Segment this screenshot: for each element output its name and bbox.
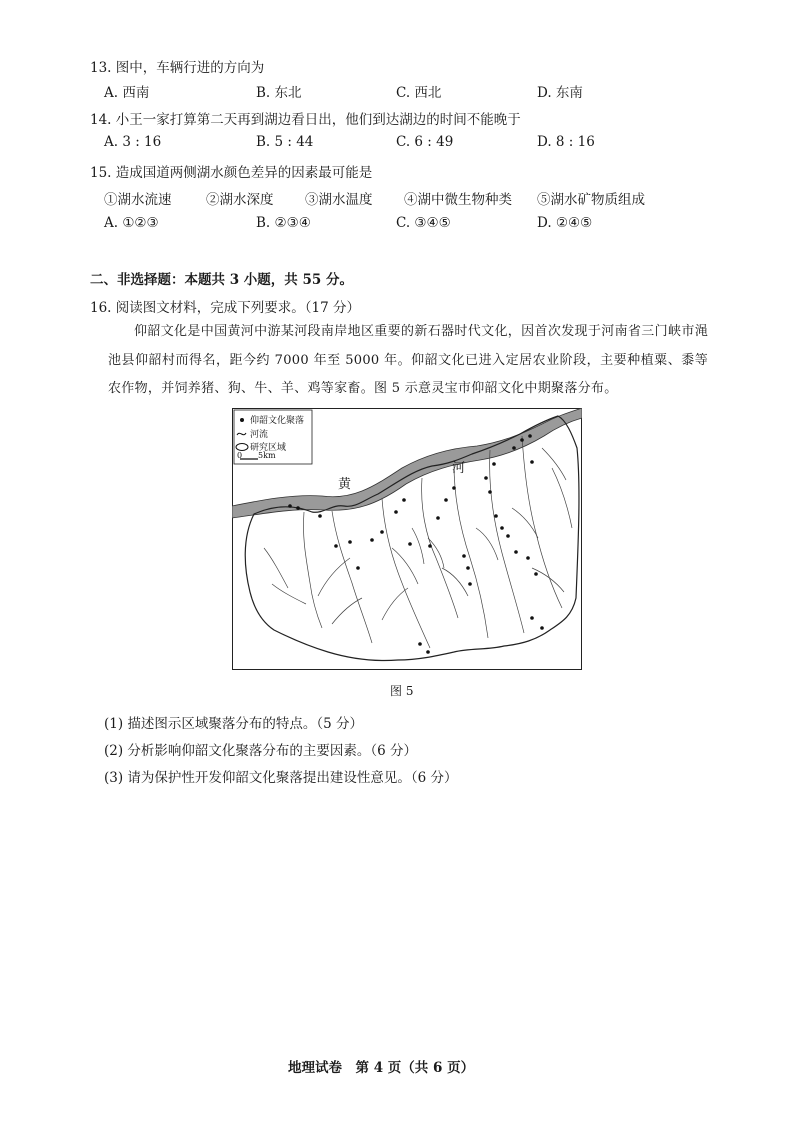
q15-factor-4: ④湖中微生物种类: [404, 192, 512, 208]
river-label-huang: 黄: [338, 477, 352, 492]
legend-settlement-label: 仰韶文化聚落: [250, 416, 305, 426]
q16-passage: 仰韶文化是中国黄河中游某河段南岸地区重要的新石器时代文化，因首次发现于河南省三门峡市渑池县仰韶村而得名，距今约 7000 年至 5000 年。仰韶文化已进入定居农业阶段，主要种植粟、黍等农作物，并饲养猪、狗、牛、羊、鸡等家畜。图 5 示意灵宝市仰韶文化中期聚落分布。: [108, 324, 708, 396]
river-label-he: 河: [452, 461, 466, 476]
q16-stem: 16. 阅读图文材料，完成下列要求。（17 分）: [90, 300, 360, 316]
q13-option-d: D. 东南: [537, 85, 583, 101]
legend-region-label: 研究区域: [250, 443, 287, 453]
page-footer: 地理试卷 第 4 页（共 6 页）: [288, 1060, 475, 1076]
q14-option-b: B. 5 : 44: [256, 134, 314, 150]
q15-factor-1: ①湖水流速: [104, 192, 172, 208]
q16-sub-1: (1) 描述图示区域聚落分布的特点。（5 分）: [104, 716, 364, 732]
q14-stem: 14. 小王一家打算第二天再到湖边看日出，他们到达湖边的时间不能晚于: [90, 112, 521, 128]
q15-factor-5: ⑤湖水矿物质组成: [537, 192, 645, 208]
q16-sub-2: (2) 分析影响仰韶文化聚落分布的主要因素。（6 分）: [104, 743, 418, 759]
legend-scale-zero: 0: [237, 451, 243, 460]
section2-title: 二、非选择题：本题共 3 小题，共 55 分。: [90, 272, 353, 288]
q16-sub-3: (3) 请为保护性开发仰韶文化聚落提出建设性意见。（6 分）: [104, 770, 458, 786]
q14-option-c: C. 6 : 49: [396, 134, 454, 150]
q15-stem: 15. 造成国道两侧湖水颜色差异的因素最可能是: [90, 165, 373, 181]
q13-option-a: A. 西南: [104, 85, 150, 101]
q15-option-d: D. ②④⑤: [537, 215, 593, 231]
q15-option-c: C. ③④⑤: [396, 215, 451, 231]
q14-option-a: A. 3 : 16: [104, 134, 162, 150]
settlement-map: [232, 408, 582, 670]
q15-factor-2: ②湖水深度: [206, 192, 274, 208]
legend-settlement-dot: [240, 418, 244, 422]
q15-option-b: B. ②③④: [256, 215, 311, 231]
q13-stem: 13. 图中，车辆行进的方向为: [90, 60, 265, 76]
q14-option-d: D. 8 : 16: [537, 134, 595, 150]
q13-option-c: C. 西北: [396, 85, 442, 101]
q15-option-a: A. ①②③: [104, 215, 159, 231]
q15-factor-3: ③湖水温度: [305, 192, 373, 208]
legend-scale-label: 5km: [258, 451, 276, 460]
q13-option-b: B. 东北: [256, 85, 302, 101]
legend-river-label: 河流: [250, 430, 269, 440]
figure-caption: 图 5: [390, 684, 414, 698]
